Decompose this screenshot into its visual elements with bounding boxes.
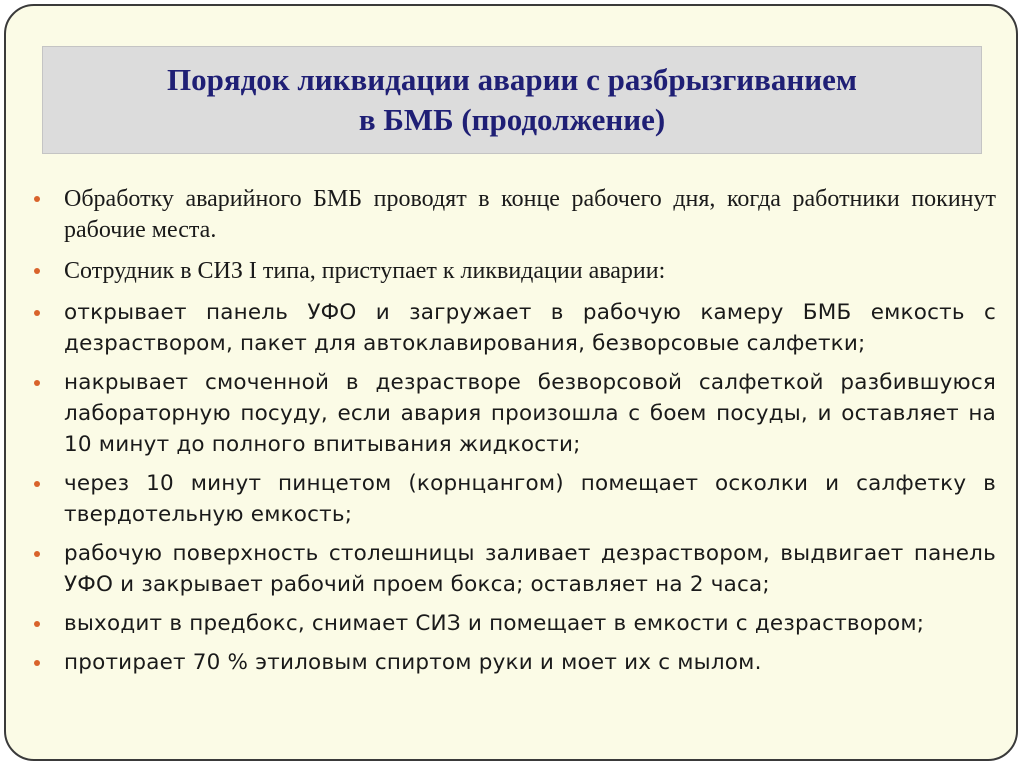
- list-item-text: рабочую поверхность столешницы заливает дезраствором, выдвигает панель УФО и закрывает рабочий проем бокса; оставляет на 2 часа;: [64, 541, 996, 597]
- list-item: [28, 608, 996, 639]
- list-item: [28, 468, 996, 530]
- list-item: [28, 297, 996, 359]
- bullet-dot-icon: [34, 621, 40, 627]
- list-item: [28, 538, 996, 600]
- list-item-text: протирает 70 % этиловым спиртом руки и моет их с мылом.: [64, 650, 762, 675]
- list-item-text: Сотрудник в СИЗ I типа, приступает к ликвидации аварии:: [64, 258, 666, 284]
- bullet-dot-icon: [34, 481, 40, 487]
- bullet-dot-icon: [34, 310, 40, 316]
- bullet-dot-icon: [34, 660, 40, 666]
- list-item-text: через 10 минут пинцетом (корнцангом) помещает осколки и салфетку в твердотельную емкость;: [64, 471, 996, 527]
- bullet-dot-icon: [34, 551, 40, 557]
- list-item-text: накрывает смоченной в дезрастворе безворсовой салфеткой разбившуюся лабораторную посуду, если авария произошла с боем посуды, и оставляет на 10 минут до полного впитывания жидкости;: [64, 370, 996, 457]
- list-item-text: Обработку аварийного БМБ проводят в конце рабочего дня, когда работники покинут рабочие места.: [64, 186, 996, 243]
- slide: [4, 4, 1018, 761]
- list-item: [28, 256, 996, 287]
- slide-title-line-1: Порядок ликвидации аварии с разбрызгиванием: [167, 62, 857, 97]
- bullet-dot-icon: [34, 268, 40, 274]
- slide-title: [167, 60, 857, 140]
- bullet-list: [28, 184, 996, 686]
- slide-title-line-2: в БМБ (продолжение): [358, 102, 666, 137]
- list-item: [28, 184, 996, 246]
- list-item: [28, 647, 996, 678]
- bullet-dot-icon: [34, 380, 40, 386]
- list-item-text: выходит в предбокс, снимает СИЗ и помещает в емкости с дезраствором;: [64, 611, 925, 636]
- list-item-text: открывает панель УФО и загружает в рабочую камеру БМБ емкость с дезраствором, пакет для автоклавирования, безворсовые салфетки;: [64, 300, 996, 356]
- list-item: [28, 367, 996, 460]
- bullet-dot-icon: [34, 196, 40, 202]
- title-band: [42, 46, 982, 154]
